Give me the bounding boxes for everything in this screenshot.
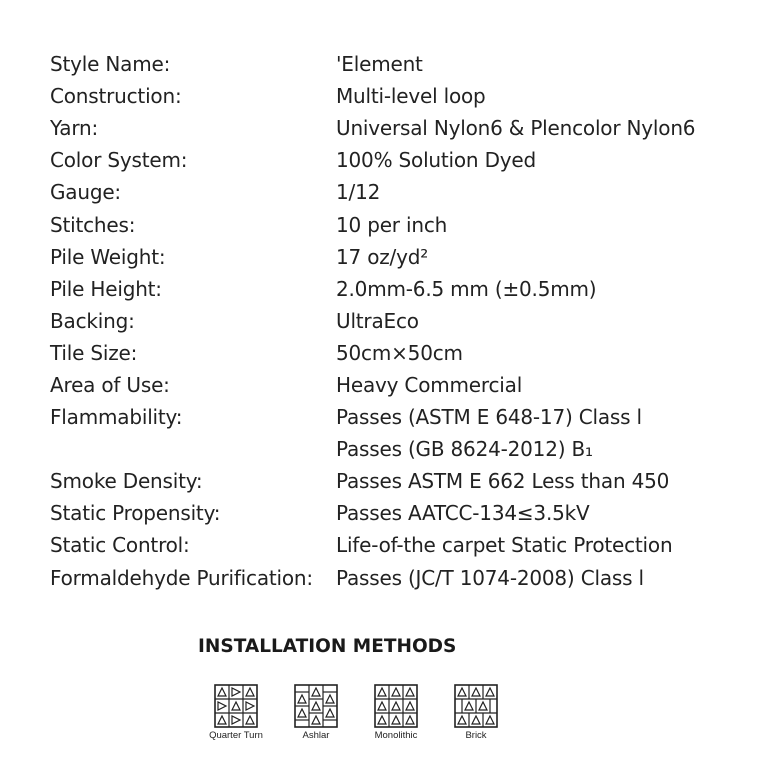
spec-table xyxy=(50,48,750,594)
spec-row xyxy=(50,529,750,561)
monolithic-pattern-icon xyxy=(374,684,418,728)
spec-label: Static Propensity: xyxy=(50,501,221,526)
spec-label: Yarn: xyxy=(50,116,99,141)
spec-value: 1/12 xyxy=(336,180,381,205)
spec-label: Flammability: xyxy=(50,405,183,430)
spec-label: Color System: xyxy=(50,148,188,173)
spec-label: Area of Use: xyxy=(50,372,170,397)
method-label: Ashlar xyxy=(302,730,330,741)
spec-label: Smoke Density: xyxy=(50,469,203,494)
spec-value: 50cm×50cm xyxy=(336,340,463,365)
spec-row xyxy=(50,80,750,112)
quarter-turn-pattern-icon xyxy=(214,684,258,728)
installation-methods-title: INSTALLATION METHODS xyxy=(198,636,457,657)
spec-row xyxy=(50,112,750,144)
spec-row xyxy=(50,497,750,529)
spec-label: Style Name: xyxy=(50,52,171,77)
spec-value: 10 per inch xyxy=(336,212,448,237)
spec-row xyxy=(50,241,750,273)
spec-value: Passes (GB 8624-2012) B₁ xyxy=(336,437,593,462)
method-ashlar xyxy=(276,684,356,741)
spec-row xyxy=(50,562,750,594)
spec-value: 'Element xyxy=(336,52,423,77)
method-label: Quarter Turn xyxy=(209,730,263,741)
spec-label: Backing: xyxy=(50,308,135,333)
spec-row xyxy=(50,208,750,240)
brick-pattern-icon xyxy=(454,684,498,728)
spec-row xyxy=(50,48,750,80)
spec-row xyxy=(50,176,750,208)
installation-methods xyxy=(196,684,516,741)
spec-value: Life-of-the carpet Static Protection xyxy=(336,533,673,558)
spec-label: Static Control: xyxy=(50,533,190,558)
spec-label: Pile Height: xyxy=(50,276,162,301)
spec-row xyxy=(50,305,750,337)
spec-value: UltraEco xyxy=(336,308,419,333)
method-quarter-turn xyxy=(196,684,276,741)
spec-row xyxy=(50,465,750,497)
spec-row xyxy=(50,369,750,401)
spec-label: Formaldehyde Purification: xyxy=(50,565,313,590)
spec-value: 17 oz/yd² xyxy=(336,244,429,269)
spec-row xyxy=(50,144,750,176)
spec-value: Multi-level loop xyxy=(336,84,486,109)
spec-label: Gauge: xyxy=(50,180,121,205)
spec-value: Passes (ASTM E 648-17) Class l xyxy=(336,405,642,430)
spec-row xyxy=(50,337,750,369)
method-monolithic xyxy=(356,684,436,741)
spec-row xyxy=(50,273,750,305)
spec-row xyxy=(50,401,750,433)
spec-label: Construction: xyxy=(50,84,182,109)
spec-label: Tile Size: xyxy=(50,340,138,365)
spec-value: Universal Nylon6 & Plencolor Nylon6 xyxy=(336,116,696,141)
spec-value: Passes ASTM E 662 Less than 450 xyxy=(336,469,670,494)
spec-row xyxy=(50,433,750,465)
spec-value: 100% Solution Dyed xyxy=(336,148,537,173)
method-brick xyxy=(436,684,516,741)
method-label: Brick xyxy=(465,730,487,741)
spec-label: Stitches: xyxy=(50,212,136,237)
ashlar-pattern-icon xyxy=(294,684,338,728)
spec-value: Passes AATCC-134≤3.5kV xyxy=(336,501,590,526)
spec-value: Heavy Commercial xyxy=(336,372,523,397)
spec-value: 2.0mm-6.5 mm (±0.5mm) xyxy=(336,276,597,301)
method-label: Monolithic xyxy=(374,730,418,741)
spec-value: Passes (JC/T 1074-2008) Class l xyxy=(336,565,644,590)
spec-label: Pile Weight: xyxy=(50,244,166,269)
